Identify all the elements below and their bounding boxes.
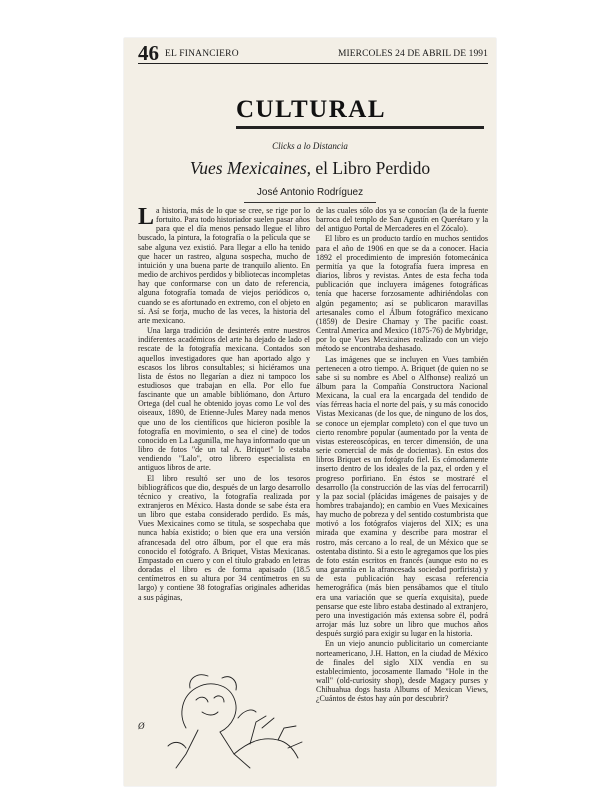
article-kicker: Clicks a lo Distancia [272, 141, 348, 151]
page-number: 46 [138, 41, 159, 65]
drop-cap: L [138, 206, 155, 230]
article-paragraph: La historia, más de lo que se cree, se rige por lo fortuito. Para todo historiador suelen pasar años para que el día menos pensado llegue el libro buscado, la pintura, la fotografía o la película que se sabe alguna vez existió. Para llegar a ello ha tenido que hacer un rastreo, alguna sospecha, mucho de intuición y una buena parte de tranquilo aliento. En medio de archivos perdidos y bibliotecas incompletas hay que conformarse con un dato de referencia, alguna fotografía tomada de viejos periódicos o, cuando se es afortunado en extremo, con el objeto en sí. Así se forja, mucho de las veces, la historia del arte mexicano. [138, 206, 310, 325]
newspaper-name: EL FINANCIERO [165, 49, 239, 59]
article-headline [124, 158, 496, 179]
article-paragraph: de las cuales sólo dos ya se conocían (la de la fuente barroca del templo de San Agustín en Querétaro y la del antiguo Portal de Mercaderes en el Zócalo). [316, 206, 488, 234]
section-divider [236, 126, 484, 129]
article-paragraph: En un viejo anuncio publicitario un comerciante norteamericano, J.H. Hatton, en la ciudad de México de finales del siglo XIX vendía en su establecimiento, jocosamente llamado "Hole in the wall" (old-curiosity shop), desde Magacy purses y Chihuahua dogs hasta Albums of Mexican Views, ¿Cuántos de éstos hay aún por descubrir? [316, 639, 488, 704]
page-header [138, 41, 488, 65]
headline-title-italic: Vues Mexicaines, [189, 158, 312, 178]
illustrator-signature: Ø [138, 721, 145, 731]
newspaper-clipping [124, 38, 496, 786]
article-column-right [316, 206, 488, 772]
article-paragraph: El libro resultó ser uno de los tesoros bibliográficos que dio, después de un largo desarrollo técnico y creativo, la fotografía realizada por extranjeros en México. Hasta donde se sabe ésta era un libro que estaba considerado perdido. Es más, Vues Mexicaines como se titula, se sospechaba que nunca había existido; o bien que era una versión afrancesada del otro álbum, por el que era más conocido el fotógrafo. A Briquet, Vistas Mexicanas. Empastado en cuero y con el título grabado en letras doradas el libro es de forma apaisado (18.5 centímetros en su altura por 34 centímetros en su largo) y contiene 38 fotografías originales adheridas a sus páginas, [138, 473, 310, 602]
ink-sketch-illustration [138, 658, 310, 770]
article-paragraph: Una larga tradición de desinterés entre nuestros indiferentes académicos del arte ha dejado de lado el rescate de la fotografía mexicana. Contados son aquellos investigadores que han aportado algo y escasos los libros consultables; si hiciéramos una lista de éstos no llegarían a diez ni tampoco los estudiosos que trabajan en ella. Por ello fue fascinante que un amable bibliómano, don Arturo Ortega (del cual he obtenido joyas como Le vol des oiseaux, 1890, de Etienne-Jules Marey nada menos que uno de los científicos que hicieron posible la fotografía en movimiento, o sea el cine) de todos conocido en La Lagunilla, me haya informado que un libro de fotos "de un tal A. Briquet" lo estaba vendiendo "Lalo", otro librero especialista en antiguos libros de arte. [138, 326, 310, 473]
section-title: CULTURAL [236, 96, 387, 123]
headline-title-rest: el Libro Perdido [311, 158, 431, 178]
article-paragraph: Las imágenes que se incluyen en Vues también pertenecen a otro tiempo. A. Briquet (de quien no se sabe si su nombre es Abel o Alfhonse) realizó un álbum para la Compañía Constructora Nacional Mexicana, la cual era la encargada del tendido de vías férreas hacia el norte del país, y su más conocido Vistas Mexicanas (de los que, de ninguno de los dos, se conoce un ejemplar completo) con el que tuvo un cierto renombre popular (aumentado por la venta de vistas estereoscópicas, en tercer dimensión, de una serie comercial de más de docientas). En estos dos libros Briquet es un fotógrafo fiel. Es cómodamente inserto dentro de los ideales de la paz, el orden y el progreso porfiriano. En éstos se mostraré el desarrollo (la construcción de las vías del ferrocarril) y la paz social (plácidas imágenes de paisajes y de hombres trabajando); en cambio en Vues Mexicaines hay mucho de pobreza y del sentido costumbrista que motivó a los fotógrafos viajeros del XIX; es una mirada que examina y describe para mostrar el rostro, más cercano a lo real, de un México que se ostentaba distinto. Si a esto le agregamos que los pies de foto están escritos en francés (aunque esto no es una garantía en la afrancesada sociedad porfirista) y de esta publicación hay escasa referencia hemerográfica (más bien pensábamos que el título era una variación que se quería exquisita), puede pensarse que este libro estaba destinado al extranjero, pero una investigación más extensa sobre él, podrá arrojar más luz sobre un libro que muchos años después surgió para exigir su lugar en la historia. [316, 354, 488, 639]
article-paragraph: El libro es un producto tardío en muchos sentidos para el año de 1906 en que se da a conocer. Hacia 1892 el procedimiento de impresión fotomecánica permitía ya que la fotografía fuera impresa en diarios, libros y revistas. Antes de esta fecha toda publicación que incluyera imágenes fotográficas tenía que hacerse forzosamente adhiriéndolas con algún pegamento; así se publicaron maravillas artesanales como el Álbum fotográfico mexicano (1859) de Desire Charnay y The pacific coast. Central America and Mexico (1875-76) de Mybridge, por lo que Vues Mexicaines realizado con un viejo método se encontraba deshasado. [316, 234, 488, 354]
issue-date: MIERCOLES 24 DE ABRIL DE 1991 [337, 49, 488, 59]
article-column-left [138, 206, 310, 654]
article-byline: José Antonio Rodríguez [256, 187, 364, 198]
byline-divider [244, 202, 376, 203]
